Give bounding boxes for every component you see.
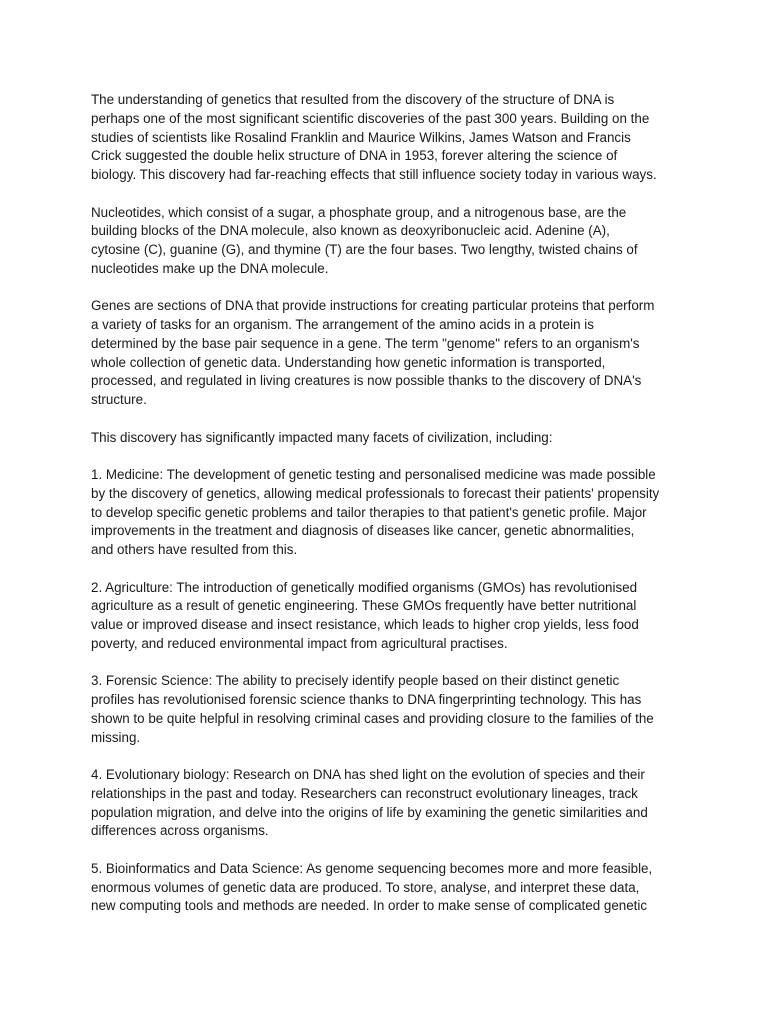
paragraph-bioinformatics — [91, 860, 691, 916]
text-line: Nucleotides, which consist of a sugar, a phosphate group, and a nitrogenous base, are the — [91, 204, 627, 220]
text-line: relationships in the past and today. Researchers can reconstruct evolutionary lineages, track — [91, 785, 638, 801]
text-line: enormous volumes of genetic data are produced. To store, analyse, and interpret these data, — [91, 879, 640, 895]
text-line: value or improved disease and insect resistance, which leads to higher crop yields, less food — [91, 617, 639, 632]
text-line: whole collection of genetic data. Understanding how genetic information is transported, — [91, 354, 606, 370]
paragraph-forensic-science — [91, 672, 691, 747]
text-line: 5. Bioinformatics and Data Science: As genome sequencing becomes more and more feasible, — [91, 860, 653, 876]
text-line: This discovery has significantly impacted many facets of civilization, including: — [91, 429, 553, 445]
text-line: shown to be quite helpful in resolving criminal cases and providing closure to the families of the — [91, 710, 654, 726]
paragraph-intro — [91, 91, 691, 185]
text-line: new computing tools and methods are needed. In order to make sense of complicated genetic — [91, 898, 648, 914]
text-line: by the discovery of genetics, allowing medical professionals to forecast their patients' propensity — [91, 485, 660, 501]
text-line: The understanding of genetics that resulted from the discovery of the structure of DNA is — [91, 92, 615, 107]
text-line: agriculture as a result of genetic engineering. These GMOs frequently have better nutritional — [91, 598, 637, 614]
text-line: differences across organisms. — [91, 823, 269, 839]
text-line: studies of scientists like Rosalind Franklin and Maurice Wilkins, James Watson and Francis — [91, 129, 631, 145]
text-line: processed, and regulated in living creatures is now possible thanks to the discovery of DNA's — [91, 373, 642, 389]
paragraph-nucleotides — [91, 204, 691, 279]
paragraph-agriculture — [91, 579, 691, 654]
text-line: missing. — [91, 729, 141, 745]
text-line: Crick suggested the double helix structure of DNA in 1953, forever altering the science of — [91, 148, 618, 164]
text-line: to develop specific genetic problems and tailor therapies to that patient's genetic profile. Major — [91, 504, 647, 520]
text-line: 1. Medicine: The development of genetic testing and personalised medicine was made possible — [91, 467, 656, 482]
text-line: 4. Evolutionary biology: Research on DNA has shed light on the evolution of species and their — [91, 767, 645, 782]
text-line: nucleotides make up the DNA molecule. — [91, 260, 329, 276]
text-line: biology. This discovery had far-reaching effects that still influence society today in various ways. — [91, 167, 657, 182]
text-line: a variety of tasks for an organism. The arrangement of the amino acids in a protein is — [91, 317, 594, 332]
text-line: structure. — [91, 392, 147, 407]
text-line: cytosine (C), guanine (G), and thymine (T) are the four bases. Two lengthy, twisted chains of — [91, 242, 638, 257]
paragraph-medicine — [91, 466, 691, 560]
document-body — [91, 91, 691, 935]
text-line: improvements in the treatment and diagnosis of diseases like cancer, genetic abnormalities, — [91, 523, 635, 539]
text-line: poverty, and reduced environmental impact from agricultural practises. — [91, 635, 508, 651]
paragraph-evolutionary-biology — [91, 766, 691, 841]
text-line: profiles has revolutionised forensic science thanks to DNA fingerprinting technology. This has — [91, 692, 642, 707]
text-line: and others have resulted from this. — [91, 542, 298, 557]
text-line: determined by the base pair sequence in a gene. The term "genome" refers to an organism's — [91, 335, 640, 351]
paragraph-impact-intro — [91, 429, 691, 448]
text-line: 3. Forensic Science: The ability to precisely identify people based on their distinct genetic — [91, 673, 620, 689]
text-line: building blocks of the DNA molecule, also known as deoxyribonucleic acid. Adenine (A), — [91, 223, 610, 239]
text-line: Genes are sections of DNA that provide instructions for creating particular proteins that perform — [91, 298, 655, 314]
text-line: 2. Agriculture: The introduction of genetically modified organisms (GMOs) has revolutionised — [91, 579, 638, 595]
text-line: population migration, and delve into the origins of life by examining the genetic similarities and — [91, 804, 648, 820]
text-line: perhaps one of the most significant scientific discoveries of the past 300 years. Building on the — [91, 110, 650, 126]
paragraph-genes — [91, 297, 691, 410]
